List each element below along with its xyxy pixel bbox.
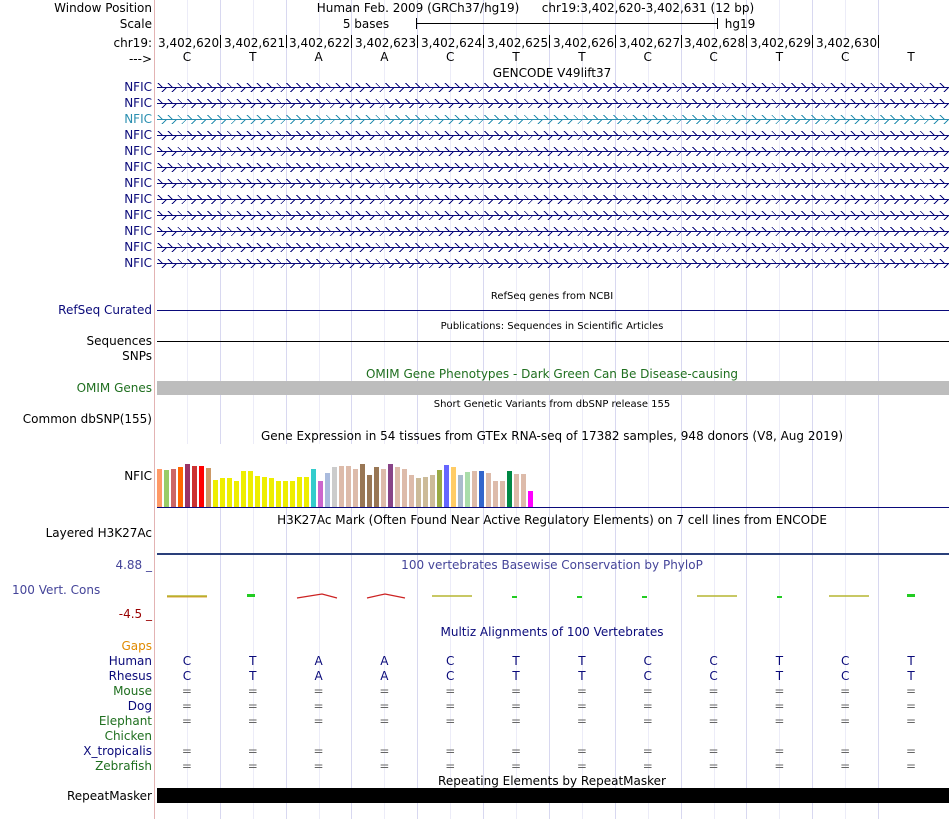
gencode-gene-label[interactable]: NFIC (124, 240, 152, 254)
gencode-gene-label[interactable]: NFIC (124, 160, 152, 174)
multiz-base: T (249, 669, 257, 683)
ruler-position-label[interactable]: 3,402,626 (553, 36, 615, 50)
gtex-tissue-bar[interactable] (444, 465, 449, 507)
multiz-base: = (642, 714, 653, 728)
gencode-gene-label[interactable]: NFIC (124, 176, 152, 190)
multiz-base: T (907, 669, 915, 683)
multiz-base: A (314, 669, 323, 683)
gencode-track-title: GENCODE V49lift37 (492, 66, 612, 80)
omim-track-label[interactable]: OMIM Genes (76, 381, 152, 395)
gtex-tissue-bar[interactable] (171, 469, 176, 507)
multiz-base: = (181, 699, 192, 713)
scale-bar-left-tick (416, 18, 417, 29)
gtex-tissue-bar[interactable] (416, 478, 421, 507)
gencode-gene-label[interactable]: NFIC (124, 112, 152, 126)
gencode-gene-label[interactable]: NFIC (124, 144, 152, 158)
multiz-base: = (379, 759, 390, 773)
gtex-tissue-bar[interactable] (178, 467, 183, 507)
multiz-base: = (379, 744, 390, 758)
gtex-tissue-bar[interactable] (437, 470, 442, 507)
sequence-base: A (380, 50, 389, 64)
multiz-base: = (774, 684, 785, 698)
refseq-track-title: RefSeq genes from NCBI (490, 291, 614, 302)
multiz-base: = (247, 684, 258, 698)
phylop-signal (167, 594, 915, 598)
gencode-transcript[interactable] (157, 179, 949, 188)
gtex-tissue-bar[interactable] (227, 478, 232, 507)
scale-bar (416, 23, 718, 24)
multiz-base: = (840, 699, 851, 713)
multiz-base: = (511, 759, 522, 773)
multiz-base: = (576, 759, 587, 773)
gtex-track-title: Gene Expression in 54 tissues from GTEx RNA-seq of 17382 samples, 948 donors (V8, Aug 2019) (260, 429, 844, 443)
strand-arrow-label: ---> (128, 52, 152, 66)
ruler-position-label[interactable]: 3,402,622 (289, 36, 351, 50)
ruler-position-label[interactable]: 3,402,628 (684, 36, 746, 50)
sequence-base: C (643, 50, 652, 64)
gtex-tissue-bar[interactable] (465, 472, 470, 507)
multiz-base: = (708, 759, 719, 773)
sequence-base: T (249, 50, 257, 64)
gtex-tissue-bar[interactable] (388, 464, 393, 507)
gtex-tissue-bar[interactable] (311, 469, 316, 507)
sequence-base: T (907, 50, 915, 64)
multiz-base: = (247, 759, 258, 773)
gtex-tissue-bar[interactable] (381, 469, 386, 507)
multiz-base: T (512, 654, 520, 668)
multiz-base: C (841, 654, 850, 668)
phylop-track-title: 100 vertebrates Basewise Conservation by PhyloP (401, 558, 703, 572)
gtex-bar-chart[interactable] (157, 444, 535, 507)
multiz-base: C (446, 669, 455, 683)
multiz-base: T (578, 654, 586, 668)
gtex-tissue-bar[interactable] (395, 467, 400, 507)
multiz-base: = (576, 684, 587, 698)
refseq-track-line[interactable] (157, 310, 949, 311)
multiz-base: = (840, 684, 851, 698)
ruler-position-label[interactable]: 3,402,625 (487, 36, 549, 50)
multiz-base: = (511, 684, 522, 698)
ruler-tick (549, 35, 550, 48)
refseq-track-label[interactable]: RefSeq Curated (58, 303, 152, 317)
multiz-base: C (182, 654, 192, 668)
gtex-tissue-bar[interactable] (521, 474, 526, 507)
multiz-base: T (512, 669, 520, 683)
multiz-base: = (511, 744, 522, 758)
ruler-tick (286, 35, 287, 48)
multiz-base: A (314, 654, 323, 668)
h3k27ac-baseline (157, 553, 949, 555)
multiz-base: = (511, 714, 522, 728)
gtex-tissue-bar[interactable] (283, 481, 288, 507)
multiz-base: C (841, 669, 850, 683)
ruler-tick (878, 35, 879, 48)
multiz-base: C (709, 669, 718, 683)
multiz-base: = (642, 744, 653, 758)
multiz-base: = (445, 759, 456, 773)
gtex-track-label[interactable]: NFIC (124, 469, 152, 483)
multiz-base: = (313, 714, 324, 728)
scale-label: Scale (119, 17, 152, 31)
ruler-tick (812, 35, 813, 48)
gtex-tissue-bar[interactable] (458, 475, 463, 507)
scale-bar-right-tick (717, 18, 718, 29)
gencode-transcript[interactable] (157, 195, 949, 204)
multiz-base: = (708, 684, 719, 698)
gencode-transcript[interactable] (157, 163, 949, 172)
multiz-base: = (708, 744, 719, 758)
multiz-base: = (181, 714, 192, 728)
multiz-base: C (446, 654, 455, 668)
label-separator (154, 0, 155, 819)
ruler-position-label[interactable]: 3,402,620 (158, 36, 220, 50)
multiz-base: = (708, 714, 719, 728)
gtex-tissue-bar[interactable] (402, 469, 407, 507)
dbsnp-track-title: Short Genetic Variants from dbSNP release 155 (433, 399, 671, 410)
multiz-base: = (576, 699, 587, 713)
multiz-species-label[interactable]: X_tropicalis (83, 744, 152, 758)
gtex-tissue-bar[interactable] (423, 477, 428, 507)
gtex-tissue-bar[interactable] (248, 471, 253, 507)
multiz-base: A (380, 669, 389, 683)
omim-track-bar[interactable] (157, 381, 949, 395)
multiz-base: T (249, 654, 257, 668)
multiz-base: = (906, 759, 917, 773)
gtex-tissue-bar[interactable] (367, 475, 372, 507)
gtex-tissue-bar[interactable] (353, 469, 358, 507)
gtex-tissue-bar[interactable] (164, 470, 169, 507)
multiz-base: T (775, 654, 784, 668)
h3k27ac-track-label[interactable]: Layered H3K27Ac (45, 526, 152, 540)
multiz-species-label[interactable]: Rhesus (108, 669, 152, 683)
multiz-species-label[interactable]: Mouse (113, 684, 152, 698)
gtex-tissue-bar[interactable] (304, 477, 309, 507)
gtex-tissue-bar[interactable] (206, 468, 211, 507)
gtex-tissue-bar[interactable] (262, 477, 267, 507)
multiz-base: C (643, 669, 652, 683)
multiz-base: T (578, 669, 586, 683)
gencode-transcript[interactable] (157, 131, 949, 140)
multiz-base: = (708, 699, 719, 713)
multiz-base: = (379, 684, 390, 698)
multiz-base: = (379, 714, 390, 728)
phylop-track-label[interactable]: 100 Vert. Cons (12, 583, 101, 597)
ruler-position-label[interactable]: 3,402,627 (619, 36, 681, 50)
gencode-transcript[interactable] (157, 83, 949, 92)
gtex-tissue-bar[interactable] (360, 464, 365, 507)
gtex-tissue-bar[interactable] (297, 477, 302, 507)
gtex-tissue-bar[interactable] (451, 467, 456, 507)
gtex-tissue-bar[interactable] (332, 467, 337, 507)
gtex-tissue-bar[interactable] (430, 475, 435, 507)
ruler-tick (681, 35, 682, 48)
multiz-base: = (840, 714, 851, 728)
gtex-tissue-bar[interactable] (472, 471, 477, 507)
multiz-base: = (642, 684, 653, 698)
multiz-base: = (906, 714, 917, 728)
gtex-tissue-bar[interactable] (528, 491, 533, 507)
gtex-tissue-bar[interactable] (220, 478, 225, 507)
sequence-base: C (446, 50, 455, 64)
multiz-base: = (906, 744, 917, 758)
sequence-base: T (512, 50, 520, 64)
gencode-transcript[interactable] (157, 227, 949, 236)
repeatmasker-track-title: Repeating Elements by RepeatMasker (438, 774, 666, 788)
sequence-base: C (182, 50, 192, 64)
multiz-base: = (906, 699, 917, 713)
multiz-base: = (313, 699, 324, 713)
gencode-gene-label[interactable]: NFIC (124, 256, 152, 270)
multiz-base: = (181, 744, 192, 758)
gtex-tissue-bar[interactable] (500, 481, 505, 507)
gencode-transcript[interactable] (157, 243, 949, 252)
gencode-transcript[interactable] (157, 147, 949, 156)
sequence-base: A (314, 50, 323, 64)
phylop-min-label: -4.5 _ (118, 607, 152, 621)
sequence-base: T (775, 50, 784, 64)
multiz-base: = (840, 759, 851, 773)
scale-text: 5 bases (342, 17, 390, 31)
multiz-base: C (709, 654, 718, 668)
multiz-species-label[interactable]: Elephant (98, 714, 152, 728)
gtex-tissue-bar[interactable] (157, 469, 162, 507)
gtex-tissue-bar[interactable] (486, 473, 491, 507)
position-readout: chr19:3,402,620-3,402,631 (12 bp) (541, 1, 755, 15)
gtex-tissue-bar[interactable] (192, 466, 197, 507)
gtex-tissue-bar[interactable] (374, 467, 379, 507)
gencode-gene-label[interactable]: NFIC (124, 224, 152, 238)
snps-track-label[interactable]: SNPs (122, 349, 152, 363)
multiz-base: = (313, 684, 324, 698)
ruler-tick (746, 35, 747, 48)
gtex-tissue-bar[interactable] (213, 480, 218, 507)
phylop-graph[interactable] (157, 588, 949, 604)
multiz-base: = (313, 744, 324, 758)
gaps-label[interactable]: Gaps (121, 639, 152, 653)
sequence-base: C (841, 50, 850, 64)
ruler-position-label[interactable]: 3,402,630 (816, 36, 878, 50)
multiz-base: = (379, 699, 390, 713)
multiz-base: = (445, 744, 456, 758)
repeatmasker-track-label[interactable]: RepeatMasker (66, 789, 152, 803)
multiz-base: C (643, 654, 652, 668)
gencode-gene-label[interactable]: NFIC (124, 96, 152, 110)
gtex-tissue-bar[interactable] (185, 464, 190, 507)
gtex-baseline (157, 507, 949, 508)
multiz-base: = (247, 714, 258, 728)
gtex-tissue-bar[interactable] (493, 481, 498, 507)
chr-label: chr19: (113, 36, 152, 50)
multiz-base: = (774, 744, 785, 758)
gencode-gene-label[interactable]: NFIC (124, 208, 152, 222)
multiz-base: = (642, 699, 653, 713)
omim-track-title: OMIM Gene Phenotypes - Dark Green Can Be Disease-causing (365, 367, 739, 381)
gtex-tissue-bar[interactable] (199, 466, 204, 507)
gtex-tissue-bar[interactable] (318, 481, 323, 507)
multiz-base: = (247, 699, 258, 713)
multiz-species-label[interactable]: Human (108, 654, 152, 668)
multiz-base: = (576, 714, 587, 728)
multiz-base: = (181, 759, 192, 773)
multiz-base: T (907, 654, 915, 668)
multiz-species-label[interactable]: Zebrafish (95, 759, 152, 773)
publications-track-label[interactable]: Sequences (86, 334, 152, 348)
gencode-transcript[interactable] (157, 115, 949, 124)
gtex-tissue-bar[interactable] (325, 473, 330, 507)
multiz-base: = (181, 684, 192, 698)
multiz-species-label[interactable]: Dog (127, 699, 152, 713)
gencode-transcript[interactable] (157, 99, 949, 108)
multiz-base: = (774, 699, 785, 713)
multiz-base: = (774, 759, 785, 773)
window-position-label: Window Position (54, 1, 152, 15)
multiz-base: = (313, 759, 324, 773)
ruler-tick (220, 35, 221, 48)
multiz-base: = (445, 714, 456, 728)
gtex-tissue-bar[interactable] (241, 471, 246, 507)
multiz-base: C (182, 669, 192, 683)
multiz-base: = (511, 699, 522, 713)
multiz-base: = (840, 744, 851, 758)
multiz-base: = (445, 699, 456, 713)
ruler-tick (417, 35, 418, 48)
assembly-title: Human Feb. 2009 (GRCh37/hg19) (316, 1, 520, 15)
multiz-track-title: Multiz Alignments of 100 Vertebrates (440, 625, 664, 639)
ruler-tick (615, 35, 616, 48)
publications-track-title: Publications: Sequences in Scientific Articles (440, 321, 664, 332)
multiz-base: = (642, 759, 653, 773)
gencode-gene-label[interactable]: NFIC (124, 80, 152, 94)
repeatmasker-bar[interactable] (157, 788, 949, 803)
gtex-tissue-bar[interactable] (339, 466, 344, 507)
sequence-base: T (578, 50, 586, 64)
gtex-tissue-bar[interactable] (346, 466, 351, 507)
multiz-base: = (774, 714, 785, 728)
multiz-base: = (445, 684, 456, 698)
multiz-base: = (906, 684, 917, 698)
gencode-gene-label[interactable]: NFIC (124, 128, 152, 142)
gtex-tissue-bar[interactable] (479, 471, 484, 507)
gtex-tissue-bar[interactable] (409, 475, 414, 507)
gtex-tissue-bar[interactable] (255, 476, 260, 507)
ruler-position-label[interactable]: 3,402,623 (355, 36, 417, 50)
gencode-transcript[interactable] (157, 259, 949, 268)
gtex-tissue-bar[interactable] (276, 481, 281, 507)
gencode-gene-label[interactable]: NFIC (124, 192, 152, 206)
ruler-tick (483, 35, 484, 48)
h3k27ac-track-title: H3K27Ac Mark (Often Found Near Active Regulatory Elements) on 7 cell lines from ENCODE (277, 513, 827, 527)
ruler-position-label[interactable]: 3,402,621 (224, 36, 286, 50)
sequence-base: C (709, 50, 718, 64)
ruler-position-label[interactable]: 3,402,624 (421, 36, 483, 50)
phylop-max-label: 4.88 _ (115, 558, 152, 572)
multiz-base: T (775, 669, 784, 683)
ruler-position-label[interactable]: 3,402,629 (750, 36, 812, 50)
gtex-tissue-bar[interactable] (234, 481, 239, 507)
gtex-tissue-bar[interactable] (290, 481, 295, 507)
publications-track-line[interactable] (157, 341, 949, 342)
gtex-tissue-bar[interactable] (269, 478, 274, 507)
gtex-tissue-bar[interactable] (514, 474, 519, 507)
ruler-tick (351, 35, 352, 48)
gencode-transcript[interactable] (157, 211, 949, 220)
gtex-tissue-bar[interactable] (507, 471, 512, 507)
multiz-base: = (247, 744, 258, 758)
multiz-base: A (380, 654, 389, 668)
dbsnp-track-label[interactable]: Common dbSNP(155) (22, 412, 152, 426)
multiz-base: = (576, 744, 587, 758)
db-label: hg19 (724, 17, 756, 31)
multiz-species-label[interactable]: Chicken (104, 729, 152, 743)
